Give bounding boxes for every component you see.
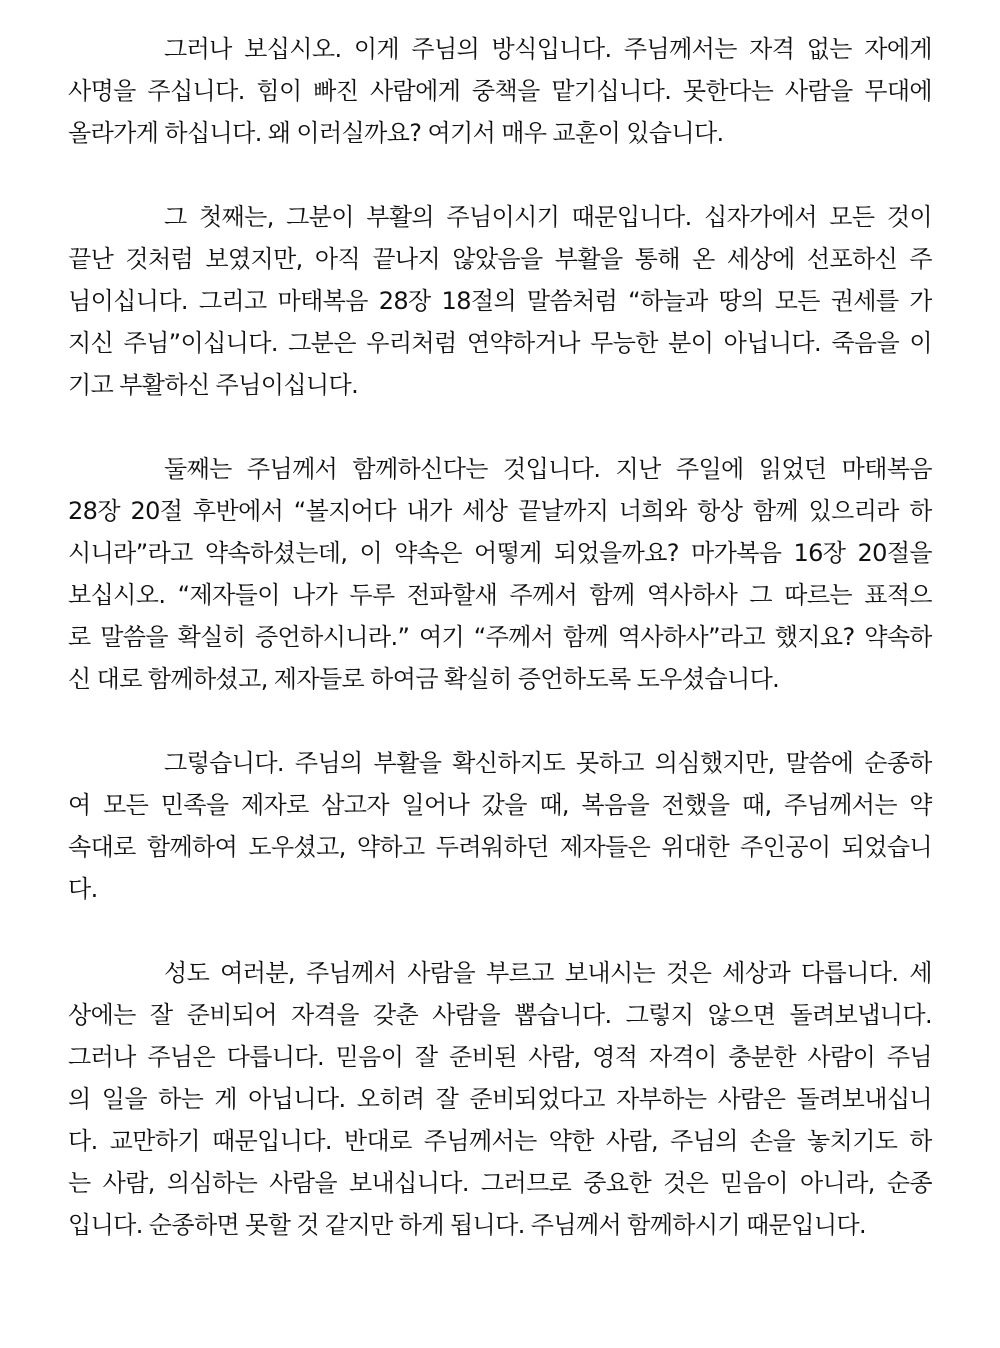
text-line: 시니라”라고 약속하셨는데, 이 약속은 어떻게 되었을까요? 마가복음 16장 20절을 <box>68 539 932 567</box>
text-line: 그 첫째는, 그분이 부활의 주님이시기 때문입니다. 십자가에서 모든 것이 <box>164 203 932 231</box>
text-line: 의 일을 하는 게 아닙니다. 오히려 잘 준비되었다고 자부하는 사람은 돌려보내십니 <box>68 1085 932 1113</box>
text-line: 상에는 잘 준비되어 자격을 갖춘 사람을 뽑습니다. 그렇지 않으면 돌려보냅니다. <box>68 1001 932 1029</box>
paragraph-4 <box>68 742 932 910</box>
paragraph-1 <box>68 28 932 154</box>
text-line: 다. <box>68 875 98 903</box>
text-line: 다. 교만하기 때문입니다. 반대로 주님께서는 약한 사람, 주님의 손을 놓치기도 하 <box>68 1127 932 1155</box>
text-line: 입니다. 순종하면 못할 것 같지만 하게 됩니다. 주님께서 함께하시기 때문입니다. <box>68 1211 867 1239</box>
text-line: 그러나 보십시오. 이게 주님의 방식입니다. 주님께서는 자격 없는 자에게 <box>164 35 932 63</box>
text-line: 성도 여러분, 주님께서 사람을 부르고 보내시는 것은 세상과 다릅니다. 세 <box>164 959 932 987</box>
text-line: 그러나 주님은 다릅니다. 믿음이 잘 준비된 사람, 영적 자격이 충분한 사람이 주님 <box>68 1043 932 1071</box>
text-line: 님이십니다. 그리고 마태복음 28장 18절의 말씀처럼 “하늘과 땅의 모든 권세를 가 <box>68 287 932 315</box>
text-line: 보십시오. “제자들이 나가 두루 전파할새 주께서 함께 역사하사 그 따르는 표적으 <box>68 581 932 609</box>
text-line: 올라가게 하십니다. 왜 이러실까요? 여기서 매우 교훈이 있습니다. <box>68 119 724 147</box>
document-page <box>68 28 932 1288</box>
text-line: 둘째는 주님께서 함께하신다는 것입니다. 지난 주일에 읽었던 마태복음 <box>164 455 932 483</box>
text-line: 신 대로 함께하셨고, 제자들로 하여금 확실히 증언하도록 도우셨습니다. <box>68 665 780 693</box>
text-line: 그렇습니다. 주님의 부활을 확신하지도 못하고 의심했지만, 말씀에 순종하 <box>164 749 932 777</box>
text-line: 여 모든 민족을 제자로 삼고자 일어나 갔을 때, 복음을 전했을 때, 주님께서는 약 <box>68 791 932 819</box>
text-line: 지신 주님”이십니다. 그분은 우리처럼 연약하거나 무능한 분이 아닙니다. 죽음을 이 <box>68 329 932 357</box>
text-line: 사명을 주십니다. 힘이 빠진 사람에게 중책을 맡기십니다. 못한다는 사람을 무대에 <box>68 77 932 105</box>
text-line: 속대로 함께하여 도우셨고, 약하고 두려워하던 제자들은 위대한 주인공이 되었습니 <box>68 833 932 861</box>
text-line: 기고 부활하신 주님이십니다. <box>68 371 359 399</box>
text-line: 28장 20절 후반에서 “볼지어다 내가 세상 끝날까지 너희와 항상 함께 있으리라 하 <box>68 497 932 525</box>
text-line: 끝난 것처럼 보였지만, 아직 끝나지 않았음을 부활을 통해 온 세상에 선포하신 주 <box>68 245 932 273</box>
paragraph-3 <box>68 448 932 700</box>
text-line: 로 말씀을 확실히 증언하시니라.” 여기 “주께서 함께 역사하사”라고 했지요? 약속하 <box>68 623 932 651</box>
text-line: 는 사람, 의심하는 사람을 보내십니다. 그러므로 중요한 것은 믿음이 아니라, 순종 <box>68 1169 932 1197</box>
paragraph-5 <box>68 952 932 1246</box>
paragraph-2 <box>68 196 932 406</box>
